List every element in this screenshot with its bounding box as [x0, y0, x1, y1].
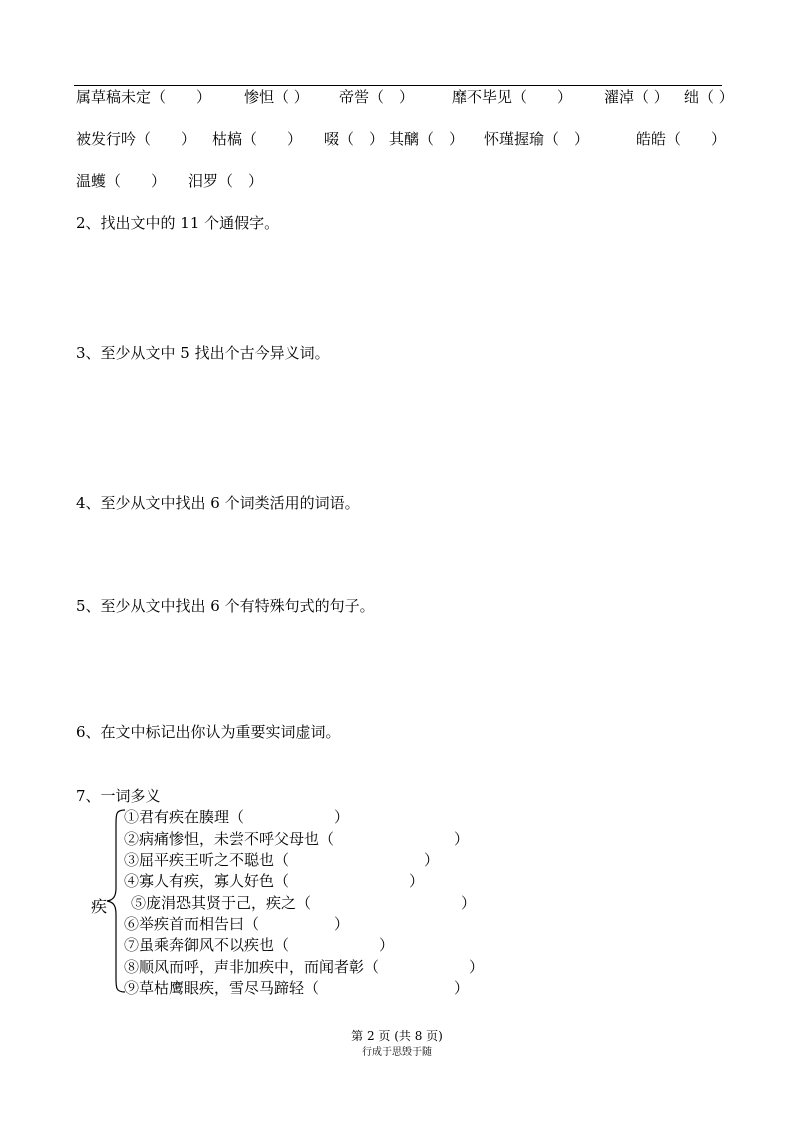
vocab-item: 被发行吟（ ） — [76, 130, 197, 148]
polysemy-character: 疾 — [91, 897, 108, 916]
polysemy-item: ⑥举疾首而相告曰（ ） — [124, 915, 350, 933]
polysemy-item: ⑦虽乘奔御风不以疾也（ ） — [124, 936, 395, 954]
polysemy-item: ⑧顺风而呼，声非加疾中，而闻者彰（ ） — [124, 958, 485, 976]
question-6: 6、在文中标记出你认为重要实词虚词。 — [76, 723, 341, 741]
footer-motto: 行成于思毁于随 — [362, 1047, 432, 1058]
polysemy-item: ⑨草枯鹰眼疾，雪尽马蹄轻（ ） — [124, 979, 470, 997]
polysemy-item: ①君有疾在腠理（ ） — [124, 808, 350, 826]
vocab-item: 汨罗（ ） — [188, 172, 264, 190]
vocab-item: 其醨（ ） — [389, 130, 465, 148]
header-rule — [74, 85, 722, 86]
vocab-item: 属草稿未定（ ） — [76, 88, 212, 106]
question-4: 4、至少从文中找出 6 个词类活用的词语。 — [76, 494, 360, 512]
vocab-item: 枯槁（ ） — [212, 130, 303, 148]
question-3: 3、至少从文中 5 找出个古今异义词。 — [76, 344, 330, 362]
vocab-item: 怀瑾握瑜（ ） — [484, 130, 590, 148]
polysemy-item: ⑤庞涓恐其贤于己，疾之（ ） — [131, 894, 477, 912]
vocab-item: 濯淖（ ） — [604, 88, 669, 106]
question-2: 2、找出文中的 11 个通假字。 — [76, 214, 280, 232]
question-7: 7、一词多义 — [76, 787, 161, 805]
vocab-item: 啜（ ） — [324, 130, 385, 148]
vocab-item: 惨怛（ ） — [244, 88, 309, 106]
page-number: 第 2 页 (共 8 页) — [351, 1029, 443, 1043]
vocab-item: 绌（ ） — [684, 88, 734, 106]
question-5: 5、至少从文中找出 6 个有特殊句式的句子。 — [76, 597, 375, 615]
polysemy-item: ②病痛惨怛，未尝不呼父母也（ ） — [124, 830, 470, 848]
vocab-item: 温蠖（ ） — [76, 172, 167, 190]
vocab-item: 帝喾（ ） — [339, 88, 415, 106]
vocab-item: 皓皓（ ） — [636, 130, 727, 148]
polysemy-item: ④寡人有疾，寡人好色（ ） — [124, 872, 425, 890]
polysemy-item: ③屈平疾王听之不聪也（ ） — [124, 851, 440, 869]
vocab-item: 靡不毕见（ ） — [452, 88, 573, 106]
